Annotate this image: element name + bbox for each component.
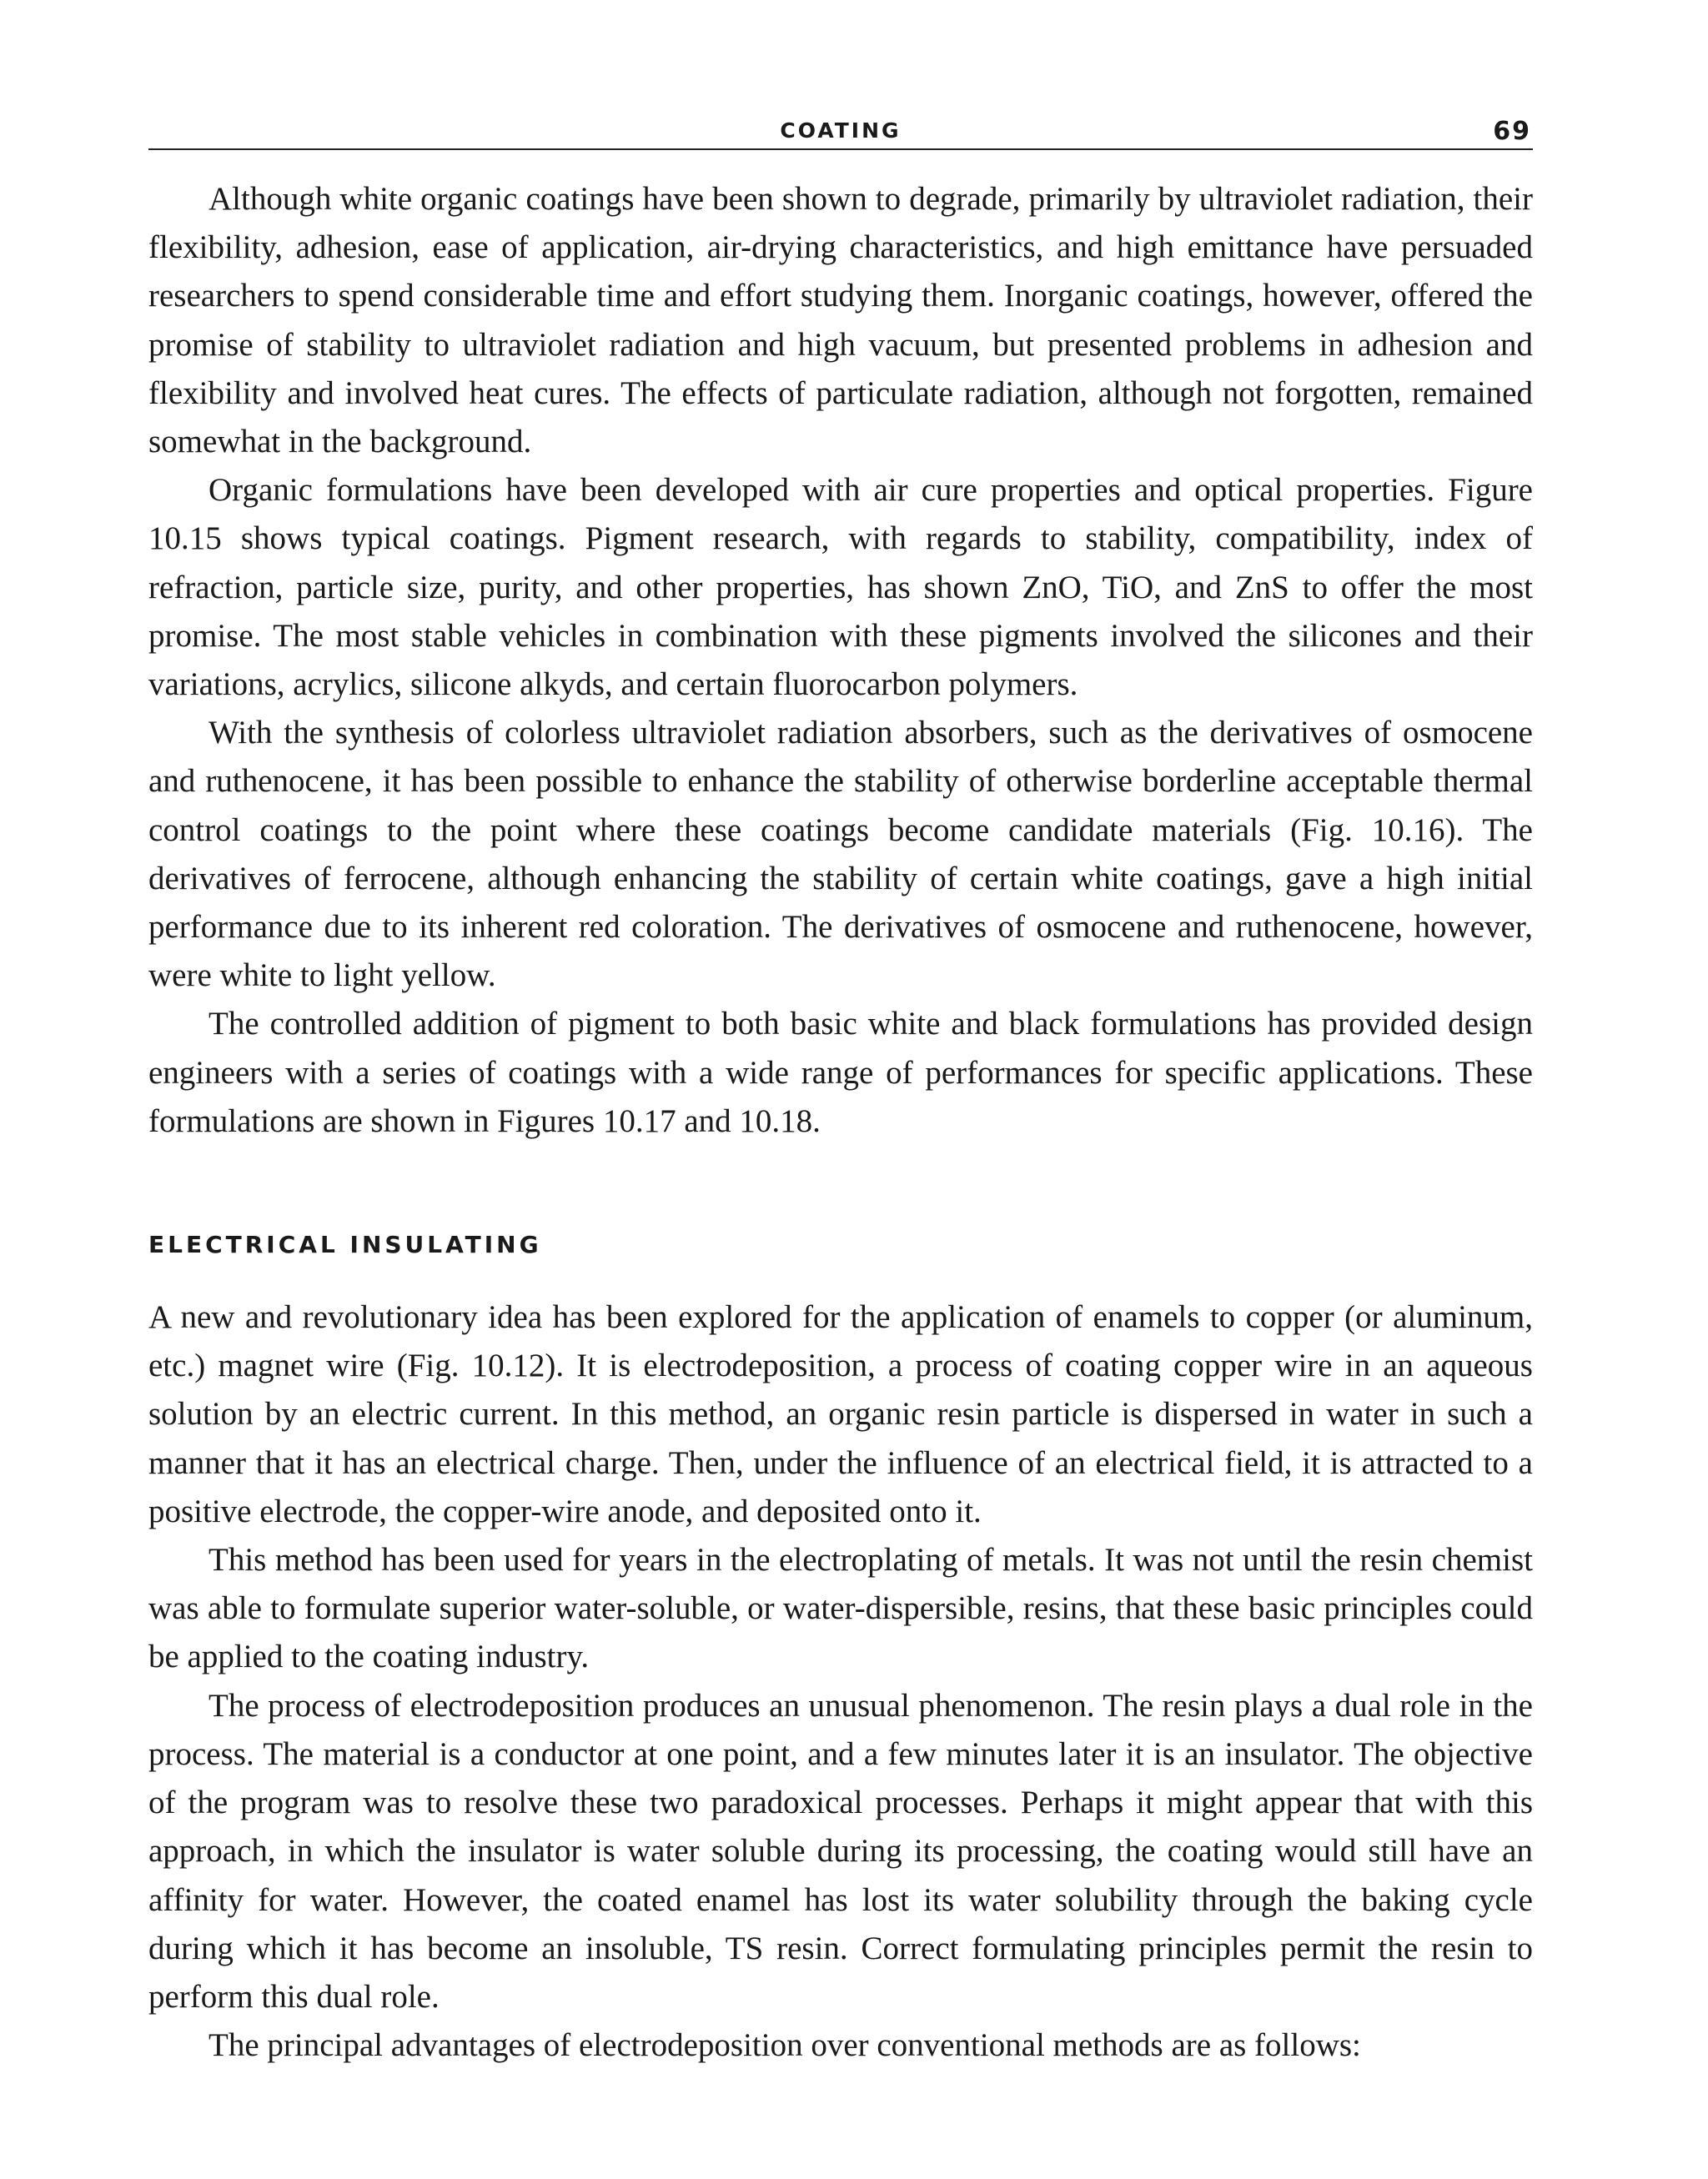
paragraph-advantages-lead: The principal advantages of electrodeposition over conventional methods are as follows:: [208, 2027, 1361, 2064]
running-head: [148, 115, 1533, 150]
page-number: 69: [1493, 117, 1531, 146]
section-heading-electrical-insulating: ELECTRICAL INSULATING: [148, 1231, 542, 1259]
paragraph-uv-absorbers: With the synthesis of colorless ultraviolet radiation absorbers, such as the derivatives of osmocene and ruthenocene, it has been possible to enhance the stability of otherwise borderline acceptable thermal control coatings to the point where these coatings become candidate materials (Fig. 10.16). The derivatives of ferrocene, although enhancing the stability of certain white coatings, gave a high initial performance due to its inherent red coloration. The derivatives of osmocene and ruthenocene, however, were white to light yellow.: [148, 715, 1533, 994]
paragraph-white-organic-coatings: Although white organic coatings have been shown to degrade, primarily by ultraviolet radiation, their flexibility, adhesion, ease of application, air-drying characteristics, and high emittance have persuaded researchers to spend considerable time and effort studying them. Inorganic coatings, however, offered the promise of stability to ultraviolet radiation and high vacuum, but presented problems in adhesion and flexibility and involved heat cures. The effects of particulate radiation, although not forgotten, remained somewhat in the background.: [148, 181, 1533, 460]
body-text: [148, 175, 1533, 2070]
paragraph-pigment-addition: The controlled addition of pigment to both basic white and black formulations has provided design engineers with a series of coatings with a wide range of performances for specific applications. These formulations are shown in Figures 10.17 and 10.18.: [148, 1006, 1533, 1139]
paragraph-electroplating-history: This method has been used for years in the electroplating of metals. It was not until the resin chemist was able to formulate superior water-soluble, or water-dispersible, resins, that these basic principles could be applied to the coating industry.: [148, 1542, 1533, 1675]
book-page: [148, 115, 1533, 2070]
paragraph-dual-role: The process of electrodeposition produces an unusual phenomenon. The resin plays a dual role in the process. The material is a conductor at one point, and a few minutes later it is an insulator. The objective of the program was to resolve these two paradoxical processes. Perhaps it might appear that with this approach, in which the insulator is water soluble during its processing, the coating would still have an affinity for water. However, the coated enamel has lost its water solubility through the baking cycle during which it has become an insoluble, TS resin. Correct formulating principles permit the resin to perform this dual role.: [148, 1687, 1533, 2015]
paragraph-organic-formulations: Organic formulations have been developed with air cure properties and optical properties. Figure 10.15 shows typical coatings. Pigment research, with regards to stability, compatibility, index of refraction, particle size, purity, and other properties, has shown ZnO, TiO, and ZnS to offer the most promise. The most stable vehicles in combination with these pigments involved the silicones and their variations, acrylics, silicone alkyds, and certain fluorocarbon polymers.: [148, 472, 1533, 703]
paragraph-electrodeposition-intro: A new and revolutionary idea has been explored for the application of enamels to copper (or aluminum, etc.) magnet wire (Fig. 10.12). It is electrodeposition, a process of coating copper wire in an aqueous solution by an electric current. In this method, an organic resin particle is dispersed in water in such a manner that it has an electrical charge. Then, under the influence of an electrical field, it is attracted to a positive electrode, the copper-wire anode, and deposited onto it.: [148, 1299, 1533, 1529]
running-head-title: COATING: [780, 118, 902, 143]
